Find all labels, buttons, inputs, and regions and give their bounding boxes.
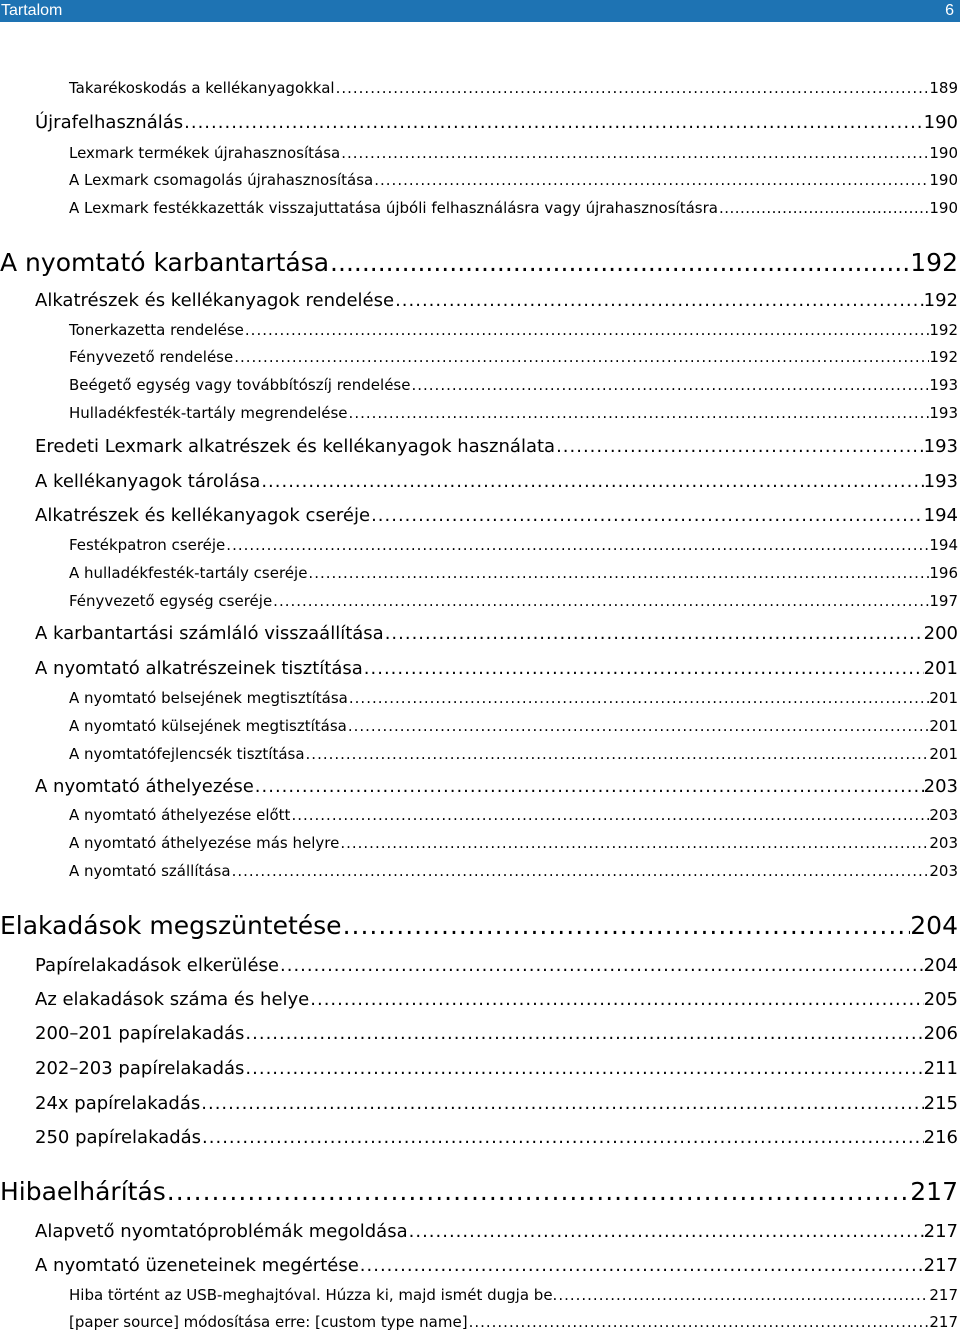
toc-entry-title: A nyomtató karbantartása — [0, 248, 330, 277]
toc-leader — [349, 689, 929, 707]
toc-entry-page: 206 — [923, 1023, 958, 1044]
toc-entry-page: 192 — [929, 348, 958, 366]
toc-entry-title: A Lexmark festékkazetták visszajuttatása újbóli felhasználásra vagy újrahasznosításra — [69, 199, 718, 217]
toc-chapter[interactable] — [0, 1177, 958, 1206]
toc-leader — [201, 1093, 923, 1114]
toc-entry-title: A kellékanyagok tárolása — [35, 471, 261, 492]
toc-entry[interactable] — [69, 592, 958, 610]
toc-leader — [349, 404, 930, 422]
toc-entry[interactable] — [35, 989, 958, 1010]
toc-entry-page: 190 — [929, 199, 958, 217]
toc-leader — [280, 955, 924, 976]
toc-leader — [245, 321, 929, 339]
toc-entry[interactable] — [35, 505, 958, 526]
toc-entry-title: Hulladékfesték-tartály megrendelése — [69, 404, 348, 422]
toc-leader — [232, 862, 930, 880]
toc-leader — [202, 1127, 924, 1148]
toc-entry[interactable] — [69, 689, 958, 707]
toc-entry-title: A Lexmark csomagolás újrahasznosítása — [69, 171, 374, 189]
toc-entry[interactable] — [69, 806, 958, 824]
toc-entry[interactable] — [69, 745, 958, 763]
page-header — [0, 0, 960, 22]
toc-entry-page: 217 — [929, 1286, 958, 1304]
toc-entry-page: 190 — [929, 171, 958, 189]
toc-entry-page: 192 — [929, 321, 958, 339]
toc-entry[interactable] — [69, 376, 958, 394]
toc-entry-page: 201 — [929, 689, 958, 707]
toc-leader — [310, 989, 923, 1010]
toc-entry[interactable] — [69, 862, 958, 880]
toc-leader — [184, 112, 924, 133]
toc-entry-page: 200 — [923, 623, 958, 644]
toc-entry[interactable] — [35, 290, 958, 311]
toc-entry-page: 193 — [923, 471, 958, 492]
toc-entry-page: 192 — [910, 248, 958, 277]
toc-entry-title: A nyomtató szállítása — [69, 862, 231, 880]
toc-entry-title: Lexmark termékek újrahasznosítása — [69, 144, 341, 162]
toc-entry-page: 203 — [929, 806, 958, 824]
toc-entry[interactable] — [35, 1093, 958, 1114]
toc-entry-title: 24x papírelakadás — [35, 1093, 201, 1114]
toc-entry-page: 189 — [929, 79, 958, 97]
toc-entry-title: A nyomtató áthelyezése előtt — [69, 806, 291, 824]
toc-entry[interactable] — [69, 404, 958, 422]
toc-entry-page: 190 — [923, 112, 958, 133]
toc-entry-title: Fényvezető egység cseréje — [69, 592, 273, 610]
toc-entry-title: 202–203 papírelakadás — [35, 1058, 245, 1079]
toc-entry[interactable] — [69, 1313, 958, 1331]
toc-entry[interactable] — [35, 1255, 958, 1276]
toc-entry-page: 203 — [929, 834, 958, 852]
toc-entry-title: 200–201 papírelakadás — [35, 1023, 245, 1044]
toc-entry-title: Elakadások megszüntetése — [0, 911, 342, 940]
toc-entry-page: 197 — [929, 592, 958, 610]
toc-leader — [558, 1286, 929, 1304]
toc-leader — [348, 717, 930, 735]
toc-entry-title: Fényvezető rendelése — [69, 348, 234, 366]
toc-leader — [556, 436, 924, 457]
toc-leader — [341, 144, 929, 162]
toc-entry-page: 203 — [923, 776, 958, 797]
toc-entry[interactable] — [69, 564, 958, 582]
toc-leader — [245, 1023, 923, 1044]
toc-entry[interactable] — [35, 955, 958, 976]
toc-entry-title: Beégető egység vagy továbbítószíj rendelése — [69, 376, 411, 394]
toc-entry[interactable] — [35, 776, 958, 797]
toc-leader — [261, 471, 923, 492]
toc-leader — [469, 1313, 930, 1331]
toc-leader — [336, 79, 930, 97]
toc-entry[interactable] — [69, 321, 958, 339]
toc-entry-title: Eredeti Lexmark alkatrészek és kellékanyagok használata — [35, 436, 556, 457]
toc-entry-title: A nyomtató külsejének megtisztítása — [69, 717, 347, 735]
toc-entry-page: 216 — [923, 1127, 958, 1148]
toc-entry-page: 217 — [929, 1313, 958, 1331]
toc-entry-title: A nyomtató alkatrészeinek tisztítása — [35, 658, 363, 679]
toc-entry-title: Papírelakadások elkerülése — [35, 955, 280, 976]
toc-entry-title: A nyomtató áthelyezése — [35, 776, 254, 797]
toc-entry-title: Alkatrészek és kellékanyagok rendelése — [35, 290, 395, 311]
toc-entry-page: 204 — [923, 955, 958, 976]
toc-entry-page: 194 — [923, 505, 958, 526]
toc-entry-page: 201 — [929, 717, 958, 735]
toc-leader — [330, 248, 910, 277]
toc-entry-title: Hibaelhárítás — [0, 1177, 166, 1206]
toc-leader — [234, 348, 929, 366]
toc-entry-page: 217 — [910, 1177, 958, 1206]
toc-leader — [226, 536, 929, 554]
toc-entry[interactable] — [35, 1221, 958, 1242]
toc-leader — [719, 199, 929, 217]
toc-entry-page: 193 — [929, 376, 958, 394]
toc-leader — [364, 658, 924, 679]
toc-entry[interactable] — [69, 171, 958, 189]
toc-entry-title: Hiba történt az USB-meghajtóval. Húzza ki, majd ismét dugja be. — [69, 1286, 558, 1304]
toc-leader — [291, 806, 929, 824]
toc-entry-page: 201 — [929, 745, 958, 763]
toc-entry-title: Takarékoskodás a kellékanyagokkal — [69, 79, 335, 97]
toc-leader — [411, 376, 929, 394]
toc-entry[interactable] — [69, 79, 958, 97]
toc-entry-page: 190 — [929, 144, 958, 162]
toc-entry[interactable] — [69, 717, 958, 735]
toc-entry[interactable] — [35, 436, 958, 457]
toc-entry-title: 250 papírelakadás — [35, 1127, 202, 1148]
toc-chapter[interactable] — [0, 248, 958, 277]
toc-entry[interactable] — [69, 536, 958, 554]
toc-entry-title: Festékpatron cseréje — [69, 536, 226, 554]
toc-entry-page: 201 — [923, 658, 958, 679]
toc-leader — [371, 505, 924, 526]
toc-entry[interactable] — [35, 471, 958, 492]
toc-entry[interactable] — [69, 348, 958, 366]
toc-leader — [360, 1255, 924, 1276]
toc-entry-title: A nyomtató belsejének megtisztítása — [69, 689, 348, 707]
toc-leader — [374, 171, 929, 189]
toc-leader — [306, 745, 930, 763]
toc-leader — [409, 1221, 924, 1242]
toc-entry[interactable] — [35, 1127, 958, 1148]
toc-leader — [385, 623, 924, 644]
toc-entry[interactable] — [69, 199, 958, 217]
toc-entry[interactable] — [69, 144, 958, 162]
toc-entry-title: A hulladékfesték-tartály cseréje — [69, 564, 308, 582]
toc-entry[interactable] — [35, 112, 958, 133]
toc-entry[interactable] — [35, 658, 958, 679]
toc-entry-title: Alkatrészek és kellékanyagok cseréje — [35, 505, 371, 526]
toc-entry-title: A nyomtató üzeneteinek megértése — [35, 1255, 359, 1276]
toc-leader — [273, 592, 929, 610]
toc-entry-title: [paper source] módosítása erre: [custom type name] — [69, 1313, 468, 1331]
toc-entry-page: 203 — [929, 862, 958, 880]
toc-entry[interactable] — [69, 834, 958, 852]
toc-entry-page: 192 — [923, 290, 958, 311]
toc-leader — [245, 1058, 923, 1079]
toc-leader — [340, 834, 929, 852]
toc-entry-page: 196 — [929, 564, 958, 582]
toc-leader — [343, 911, 911, 940]
toc-leader — [395, 290, 924, 311]
page-number: 6 — [945, 2, 954, 19]
toc-leader — [167, 1177, 910, 1206]
toc-entry-page: 217 — [923, 1255, 958, 1276]
toc-entry-title: A nyomtatófejlencsék tisztítása — [69, 745, 305, 763]
toc-leader — [308, 564, 929, 582]
toc-leader — [255, 776, 924, 797]
toc-entry[interactable] — [35, 623, 958, 644]
toc-entry-page: 215 — [923, 1093, 958, 1114]
toc-entry[interactable] — [69, 1286, 958, 1304]
toc-entry-title: Újrafelhasználás — [35, 112, 184, 133]
toc-entry-title: Az elakadások száma és helye — [35, 989, 310, 1010]
toc-entry-page: 193 — [929, 404, 958, 422]
toc-entry-page: 193 — [923, 436, 958, 457]
toc-chapter[interactable] — [0, 911, 958, 940]
toc-entry-page: 204 — [910, 911, 958, 940]
toc-entry-page: 205 — [923, 989, 958, 1010]
toc-entry-page: 194 — [929, 536, 958, 554]
toc-entry-title: Alapvető nyomtatóproblémák megoldása — [35, 1221, 408, 1242]
section-title: Tartalom — [1, 2, 63, 19]
toc-entry-title: A nyomtató áthelyezése más helyre — [69, 834, 340, 852]
toc-entry-title: Tonerkazetta rendelése — [69, 321, 244, 339]
toc-entry-page: 211 — [923, 1058, 958, 1079]
toc-entry-page: 217 — [923, 1221, 958, 1242]
toc-entry[interactable] — [35, 1023, 958, 1044]
toc-entry-title: A karbantartási számláló visszaállítása — [35, 623, 384, 644]
toc-entry[interactable] — [35, 1058, 958, 1079]
